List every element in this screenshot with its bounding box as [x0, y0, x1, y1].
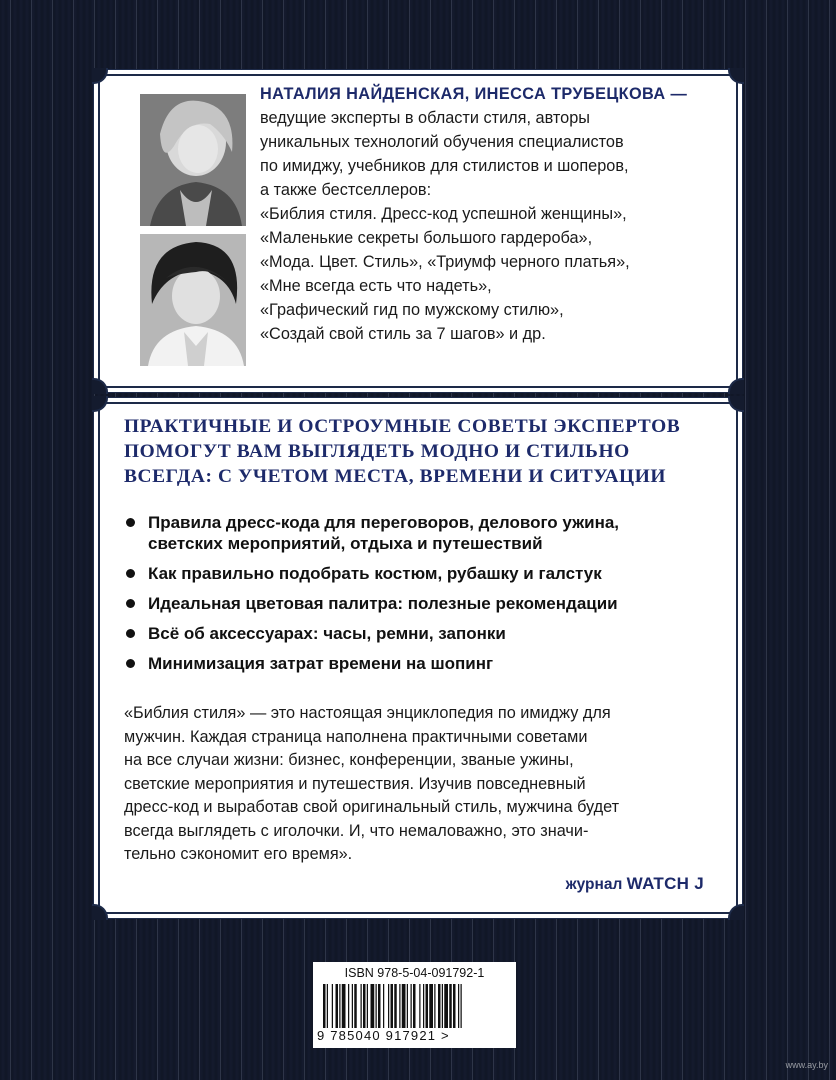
barcode-bar — [461, 984, 462, 1028]
bio-line: по имиджу, учебников для стилистов и шоперов, — [260, 157, 629, 175]
authors-bio — [260, 82, 730, 346]
barcode-bar — [332, 984, 333, 1028]
barcode-bar — [323, 984, 326, 1028]
panel-corner — [728, 68, 744, 84]
feature-text: Правила дресс-кода для переговоров, делового ужина, — [148, 513, 620, 532]
quote-line: дресс-код и выработав свой оригинальный стиль, мужчина будет — [124, 798, 620, 816]
feature-text: Минимизация затрат времени на шопинг — [148, 654, 494, 673]
barcode-bar — [378, 984, 381, 1028]
barcode-bar — [342, 984, 346, 1028]
quote-line: всегда выглядеть с иголочки. И, что немаловажно, это значи- — [124, 821, 589, 840]
bio-line: «Мода. Цвет. Стиль», «Триумф черного платья», — [260, 253, 630, 271]
quote-line: «Библия стиля» — это настоящая энциклопедия по имиджу для — [124, 704, 611, 722]
watermark: www.ay.by — [785, 1060, 828, 1070]
panel-corner — [728, 378, 744, 394]
panel-corner — [728, 904, 744, 920]
barcode-bar — [444, 984, 448, 1028]
feature-text: светских мероприятий, отдыха и путешествий — [148, 534, 543, 553]
barcode-bar — [453, 984, 456, 1028]
quote-source — [566, 874, 704, 894]
barcode-bar — [399, 984, 400, 1028]
bullet-icon — [126, 518, 135, 527]
description-panel — [98, 402, 738, 914]
feature-item — [124, 653, 724, 674]
bio-line: «Графический гид по мужскому стилю», — [260, 301, 564, 319]
feature-item — [124, 563, 724, 584]
bio-line: «Создай свой стиль за 7 шагов» и др. — [260, 325, 546, 343]
barcode-bar — [376, 984, 377, 1028]
quote-line: тельно сэкономит его время». — [124, 845, 353, 863]
authors-panel — [98, 74, 738, 388]
quote-line: мужчин. Каждая страница наполнена практичными советами — [124, 727, 588, 746]
barcode-bar — [391, 984, 394, 1028]
barcode-bar — [442, 984, 443, 1028]
panel-corner — [92, 378, 108, 394]
barcode-bar — [419, 984, 420, 1028]
barcode-bar — [339, 984, 340, 1028]
bullet-icon — [126, 659, 135, 668]
feature-text: Идеальная цветовая палитра: полезные рекомендации — [148, 594, 618, 613]
barcode-bar — [363, 984, 366, 1028]
barcode-bar — [348, 984, 349, 1028]
barcode-bar — [449, 984, 452, 1028]
bio-line: уникальных технологий обучения специалистов — [260, 133, 624, 151]
author-photo-2 — [140, 234, 246, 366]
feature-text: Всё об аксессуарах: часы, ремни, запонки — [148, 624, 506, 643]
bio-line: «Маленькие секреты большого гардероба», — [260, 229, 593, 247]
barcode-bar — [413, 984, 416, 1028]
feature-text: Как правильно подобрать костюм, рубашку и галстук — [148, 564, 602, 583]
feature-list — [124, 512, 724, 683]
barcode-bar — [352, 984, 353, 1028]
barcode-bar — [336, 984, 339, 1028]
barcode-bar — [407, 984, 408, 1028]
barcode-bar — [367, 984, 368, 1028]
headline-line: ПОМОГУТ ВАМ ВЫГЛЯДЕТЬ МОДНО И СТИЛЬНО — [124, 441, 630, 462]
barcode-bar — [434, 984, 435, 1028]
barcode-bar — [423, 984, 424, 1028]
barcode-bar — [383, 984, 384, 1028]
barcode-bar — [438, 984, 441, 1028]
quote-line: светские мероприятия и путешествия. Изучив повседневный — [124, 774, 586, 793]
barcode-bar — [394, 984, 397, 1028]
feature-item — [124, 512, 724, 554]
panel-corner — [92, 904, 108, 920]
barcode-bar — [327, 984, 328, 1028]
barcode-bar — [402, 984, 406, 1028]
barcode-bar — [371, 984, 375, 1028]
headline-line: ВСЕГДА: С УЧЕТОМ МЕСТА, ВРЕМЕНИ И СИТУАЦИИ — [124, 466, 667, 487]
source-prefix: журнал — [565, 876, 623, 893]
source-brand: WATCH J — [626, 874, 704, 893]
feature-item — [124, 623, 724, 644]
quote-line: на все случаи жизни: бизнес, конференции, званые ужины, — [124, 751, 574, 769]
panel-corner — [92, 396, 108, 412]
bio-line: «Библия стиля. Дресс-код успешной женщины», — [260, 205, 627, 223]
headline — [124, 414, 724, 489]
bio-line: а также бестселлеров: — [260, 181, 432, 199]
barcode-bar — [429, 984, 433, 1028]
barcode-bar — [388, 984, 389, 1028]
isbn-digits: 9 785040 917921 > — [317, 1028, 450, 1043]
bullet-icon — [126, 599, 135, 608]
authors-names: НАТАЛИЯ НАЙДЕНСКАЯ, ИНЕССА ТРУБЕЦКОВА — — [260, 85, 688, 103]
bio-line: «Мне всегда есть что надеть», — [260, 277, 492, 295]
isbn-barcode — [313, 962, 516, 1048]
barcode-bar — [458, 984, 459, 1028]
barcode-bar — [354, 984, 357, 1028]
feature-item — [124, 593, 724, 614]
barcode-bar — [426, 984, 429, 1028]
headline-line: ПРАКТИЧНЫЕ И ОСТРОУМНЫЕ СОВЕТЫ ЭКСПЕРТОВ — [124, 416, 681, 437]
isbn-label: ISBN 978-5-04-091792-1 — [344, 966, 485, 980]
bullet-icon — [126, 569, 135, 578]
review-quote — [124, 702, 724, 867]
panel-corner — [92, 68, 108, 84]
author-photo-1 — [140, 94, 246, 226]
barcode-bars — [319, 984, 510, 1028]
barcode-bar — [411, 984, 412, 1028]
bullet-icon — [126, 629, 135, 638]
panel-corner — [728, 396, 744, 412]
barcode-bar — [361, 984, 362, 1028]
bio-line: ведущие эксперты в области стиля, авторы — [260, 109, 590, 127]
